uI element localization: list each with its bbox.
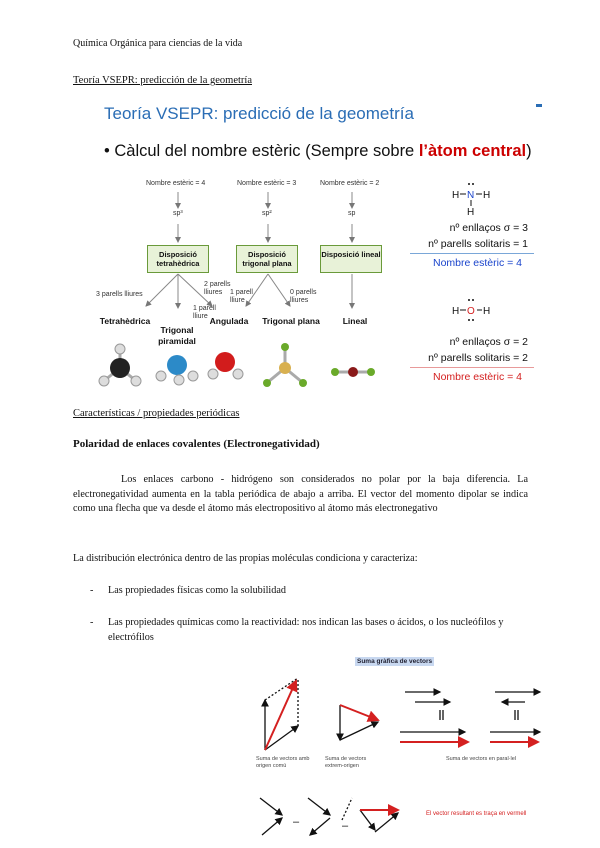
- steric-3-label: Nombre estèric = 3: [237, 180, 297, 187]
- section-heading-vsepr: Teoría VSEPR: predicción de la geometría: [73, 75, 252, 86]
- nh3-sigma: nº enllaços σ = 3: [449, 222, 528, 234]
- branch-label-1lp-b: 1 parell lliure: [230, 289, 253, 304]
- divider: [410, 253, 534, 254]
- bent-model: [208, 352, 243, 379]
- molecule-models: [95, 340, 395, 395]
- steric-4-label: Nombre estèric = 4: [146, 180, 206, 187]
- bullet-suffix: ): [526, 142, 532, 160]
- nh3-n: N: [467, 190, 475, 201]
- nh3-h-right: H: [483, 190, 491, 201]
- branch-label-2lp: 2 parells lliures: [204, 281, 231, 296]
- bullet-text: • Càlcul del nombre estèric (Sempre sobre: [104, 142, 419, 160]
- box-trigonal: Disposició trigonal plana: [236, 245, 298, 273]
- geometry-trigonal-pyramidal: Trigonal piramidal: [158, 325, 196, 346]
- branch-label-3lp: 3 parells lliures: [96, 291, 143, 298]
- h2o-result: Nombre estèric = 4: [433, 371, 522, 383]
- geometry-bent: Angulada: [209, 316, 249, 326]
- hyb-sp2: sp²: [262, 210, 272, 217]
- box-linear: Disposició lineal: [320, 245, 382, 273]
- red-vector-note: El vector resultant es traça en vermell: [426, 811, 527, 817]
- geometry-trigonal-planar: Trigonal plana: [262, 316, 320, 326]
- steric-2-label: Nombre estèric = 2: [320, 180, 380, 187]
- h2o-sigma: nº enllaços σ = 2: [449, 336, 528, 348]
- section-heading-properties: Características / propiedades periódicas: [73, 408, 240, 419]
- branch-label-1lp-a: 1 parell lliure: [193, 305, 216, 320]
- slide-title: Teoría VSEPR: predicció de la geometría: [104, 104, 414, 123]
- nh3-h-left: H: [452, 190, 460, 201]
- box-tetrahedral: Disposició tetrahèdrica: [147, 245, 209, 273]
- divider: [410, 367, 534, 368]
- geometry-tetrahedral: Tetrahèdrica: [99, 316, 151, 326]
- nh3-h-bottom: H: [467, 207, 475, 218]
- pyramidal-model: [156, 355, 198, 385]
- trigonal-planar-model: [263, 343, 307, 387]
- h2o-h-left: H: [452, 306, 460, 317]
- h2o-h-right: H: [483, 306, 491, 317]
- bullet-chemical: Las propiedades químicas como la reactividad: nos indican las bases o ácidos, o los nucleófilos y electrófilos: [108, 617, 504, 643]
- bullet-highlight: l’àtom central: [418, 142, 527, 160]
- ammonia-structure: [450, 178, 510, 228]
- h2o-lone-pairs: nº parells solitaris = 2: [428, 352, 528, 364]
- bullet-physical: Las propiedades físicas como la solubilidad: [108, 585, 286, 596]
- bullet-dash: -: [90, 617, 94, 628]
- h2o-o: O: [467, 306, 475, 317]
- polarity-paragraph: Los enlaces carbono - hidrógeno son considerados no polar por la baja diferencia. La electronegatividad aumenta en la tabla periódica de abajo a arriba. El vector del momento dipolar se indica como una flecha que va desde el átomo más electropositivo al átomo más electronegativo: [73, 474, 528, 514]
- minus-sign: –: [342, 820, 349, 832]
- document-header: Química Orgánica para ciencias de la vida: [73, 38, 243, 49]
- caption-tip-tail: Suma de vectors extrem-origen: [325, 756, 367, 769]
- branch-label-0lp: 0 parells lliures: [290, 289, 317, 304]
- distribution-paragraph: La distribución electrónica dentro de las propias moléculas condiciona y caracteriza:: [73, 553, 418, 564]
- nh3-lone-pairs: nº parells solitaris = 1: [428, 238, 528, 250]
- caption-common-origin: Suma de vectors amb origen comú: [256, 756, 310, 769]
- hyb-sp3: sp³: [173, 210, 183, 217]
- water-structure: [450, 294, 510, 324]
- polarity-heading: Polaridad de enlaces covalentes (Electronegatividad): [73, 438, 320, 450]
- nh3-result: Nombre estèric = 4: [433, 257, 522, 269]
- bullet-dash: -: [90, 585, 94, 596]
- geometry-linear: Lineal: [342, 316, 368, 326]
- minus-sign: –: [293, 816, 300, 828]
- tetrahedral-model: [99, 344, 141, 386]
- vector-diagram-title: Suma gràfica de vectors: [357, 658, 433, 665]
- caption-parallel: Suma de vectors en paral·lel: [446, 756, 517, 762]
- hyb-sp: sp: [348, 210, 356, 217]
